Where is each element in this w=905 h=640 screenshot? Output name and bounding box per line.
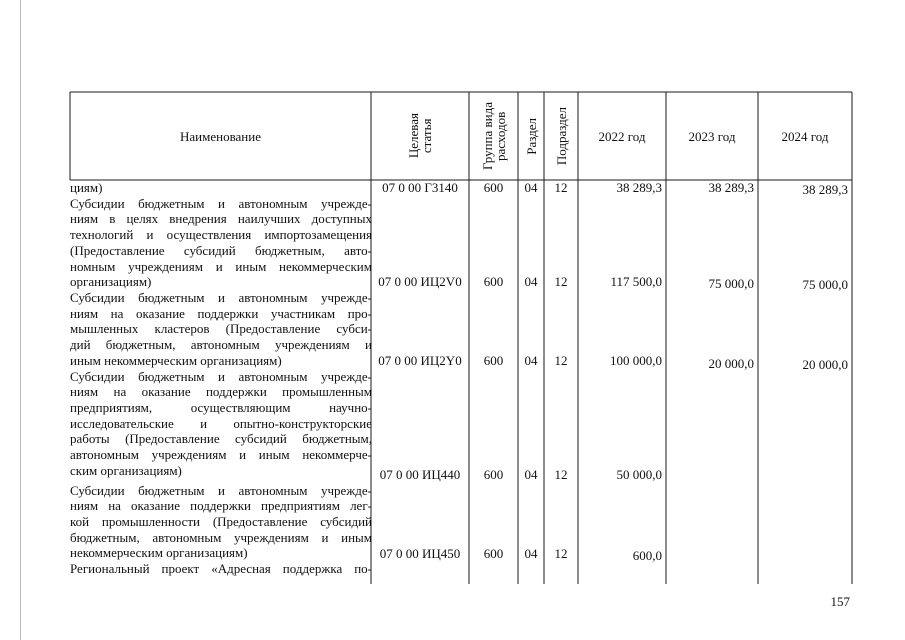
- row-2022: 117 500,0: [610, 274, 662, 289]
- row-subsection: 12: [554, 353, 568, 368]
- row-subsection: 12: [554, 467, 568, 482]
- row-section: 04: [524, 353, 538, 368]
- row-text-line: (Предоставление субсидий бюджетным, авто-: [70, 242, 372, 258]
- row-text-line: циям): [70, 180, 103, 195]
- header-2022: 2022 год: [598, 128, 646, 144]
- row-2023: 75 000,0: [708, 276, 754, 291]
- row-code: 07 0 00 ИЦ2V0: [378, 274, 462, 289]
- row-code: 07 0 00 ИЦ450: [379, 546, 461, 561]
- row-description: [70, 561, 372, 577]
- header-target-cell: [371, 92, 469, 180]
- row-text-line: ниям в целях внедрения наилучших доступных: [70, 211, 372, 227]
- header-2024: 2024 год: [781, 128, 829, 144]
- row-2022: 100 000,0: [610, 353, 662, 368]
- row-2022: 38 289,3: [616, 180, 662, 195]
- row-text-line: организациям): [70, 274, 152, 290]
- row-description: [70, 180, 372, 196]
- row-text-line: кой промышленности (Предоставление субсидий: [70, 513, 372, 529]
- row-text-line: Субсидии бюджетным и автономным учрежде-: [70, 368, 372, 384]
- row-text-line: технологий и осуществления импортозамещения: [70, 227, 372, 243]
- row-text-line: иным некоммерческим организациям): [70, 352, 282, 368]
- row-group: 600: [483, 467, 504, 482]
- header-subsection: Подраздел: [553, 106, 569, 166]
- header-name: Наименование: [180, 128, 261, 144]
- header-group: Группа вида расходов: [479, 102, 508, 170]
- row-code: 07 0 00 ИЦ2Y0: [378, 353, 462, 368]
- row-text-line: предприятиям, осуществляющим научно-: [70, 399, 372, 415]
- row-group: 600: [483, 274, 504, 289]
- row-text-line: работы (Предоставление субсидий бюджетным,: [70, 431, 372, 447]
- row-description: [70, 196, 372, 290]
- row-description: [70, 369, 372, 479]
- page-number: 157: [830, 594, 850, 609]
- header-target: Целевая статья: [406, 113, 434, 159]
- row-section: 04: [524, 180, 538, 195]
- header-section-cell: [518, 92, 544, 180]
- row-text-line: ниям на оказание поддержки предприятиям лег-: [70, 498, 372, 514]
- row-group: 600: [483, 180, 504, 195]
- row-2023: 38 289,3: [708, 180, 754, 195]
- row-2024: 20 000,0: [802, 357, 848, 372]
- row-subsection: 12: [554, 546, 568, 561]
- row-text-line: некоммерческим организациям): [70, 545, 248, 561]
- row-text-line: дий бюджетным, автономным учреждениям и: [70, 337, 372, 353]
- row-2022: 600,0: [632, 548, 662, 563]
- row-2023: 20 000,0: [708, 356, 754, 371]
- row-description: [70, 290, 372, 369]
- row-2022: 50 000,0: [616, 467, 662, 482]
- header-2023: 2023 год: [688, 128, 736, 144]
- row-text-line: мышленных кластеров (Предоставление субси-: [70, 321, 372, 337]
- row-text-line: автономным учреждениям и иным некоммерче-: [70, 447, 372, 463]
- row-group: 600: [483, 353, 504, 368]
- row-text-line: Региональный проект «Адресная поддержка по-: [70, 561, 372, 576]
- row-text-line: ниям на оказание поддержки промышленным: [70, 384, 372, 400]
- row-subsection: 12: [554, 274, 568, 289]
- row-2024: 38 289,3: [802, 182, 848, 197]
- row-subsection: 12: [554, 180, 568, 195]
- header-subsection-cell: [544, 92, 578, 180]
- header-group-cell: [469, 92, 518, 180]
- row-text-line: ниям на оказание поддержки участникам про-: [70, 305, 372, 321]
- row-section: 04: [524, 546, 538, 561]
- row-code: 07 0 00 Г3140: [382, 180, 458, 195]
- row-code: 07 0 00 ИЦ440: [379, 467, 461, 482]
- row-section: 04: [524, 467, 538, 482]
- row-text-line: исследовательские и опытно-конструкторские: [70, 415, 372, 431]
- row-section: 04: [524, 274, 538, 289]
- row-text-line: бюджетным, автономным учреждениям и иным: [70, 529, 372, 545]
- row-2024: 75 000,0: [802, 277, 848, 292]
- header-section: Раздел: [523, 117, 539, 155]
- row-text-line: номным учреждениям и иным некоммерческим: [70, 258, 372, 274]
- row-description: [70, 483, 372, 562]
- row-text-line: Субсидии бюджетным и автономным учрежде-: [70, 290, 372, 305]
- row-text-line: Субсидии бюджетным и автономным учрежде-: [70, 195, 372, 211]
- row-text-line: ским организациям): [70, 462, 182, 478]
- row-group: 600: [483, 546, 504, 561]
- row-text-line: Субсидии бюджетным и автономным учрежде-: [70, 482, 372, 498]
- page-margin-line: [20, 0, 21, 640]
